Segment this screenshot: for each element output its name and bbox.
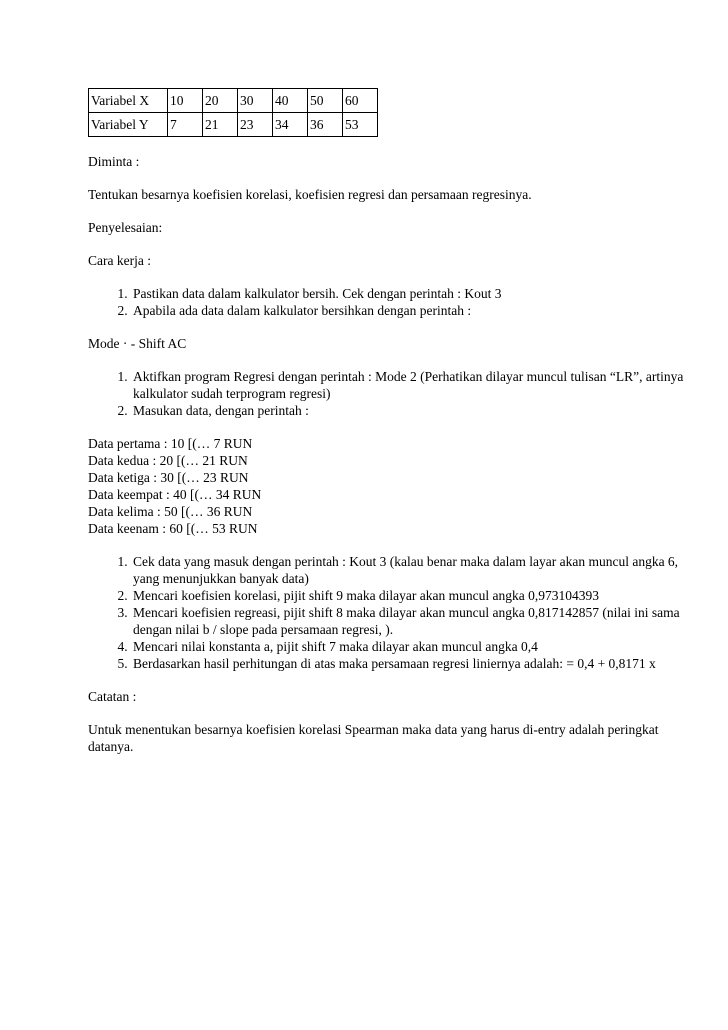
table-cell: 7 (168, 113, 203, 137)
note-text: Untuk menentukan besarnya koefisien korelasi Spearman maka data yang harus di-entry adalah peringkat datanya. (88, 722, 659, 754)
task-text: Tentukan besarnya koefisien korelasi, koefisien regresi dan persamaan regresinya. (88, 187, 532, 202)
diminta-label: Diminta : (88, 154, 140, 169)
data-line: Data ketiga : 30 [(… 23 RUN (88, 470, 249, 485)
data-line: Data kedua : 20 [(… 21 RUN (88, 453, 248, 468)
data-line: Data kelima : 50 [(… 36 RUN (88, 504, 253, 519)
data-line: Data keenam : 60 [(… 53 RUN (88, 521, 258, 536)
table-row-x (89, 89, 378, 113)
list-item: 4. Mencari nilai konstanta a, pijit shift 7 maka dilayar akan muncul angka 0,4 (131, 638, 688, 655)
list-item: 3. Mencari koefisien regreasi, pijit shift 8 maka dilayar akan muncul angka 0,817142857 (nilai ini sama dengan nilai b / slope pada persamaan regresi, ). (131, 604, 688, 638)
table-cell: 20 (203, 89, 238, 113)
table-row-y (89, 113, 378, 137)
table-cell: 34 (273, 113, 308, 137)
list-item: 2. Mencari koefisien korelasi, pijit shift 9 maka dilayar akan muncul angka 0,973104393 (131, 587, 688, 604)
document-page (88, 88, 688, 755)
list-item: 2. Masukan data, dengan perintah : (131, 402, 688, 419)
list-item: 1. Aktifkan program Regresi dengan perintah : Mode 2 (Perhatikan dilayar muncul tulisan “LR”, artinya kalkulator sudah terprogram regresi) (131, 368, 688, 402)
data-line: Data pertama : 10 [(… 7 RUN (88, 436, 253, 451)
steps-list-1 (88, 285, 688, 319)
cara-kerja-label: Cara kerja : (88, 253, 151, 268)
table-cell: 53 (343, 113, 378, 137)
data-entry-lines (88, 435, 688, 537)
table-cell: 30 (238, 89, 273, 113)
list-item: 1. Cek data yang masuk dengan perintah : Kout 3 (kalau benar maka dalam layar akan muncul angka 6, yang menunjukkan banyak data) (131, 553, 688, 587)
data-line: Data keempat : 40 [(… 34 RUN (88, 487, 262, 502)
data-table (88, 88, 378, 137)
row-label: Variabel Y (89, 113, 168, 137)
list-item: 5. Berdasarkan hasil perhitungan di atas maka persamaan regresi liniernya adalah: = 0,4 + 0,8171 x (131, 655, 688, 672)
table-cell: 50 (308, 89, 343, 113)
table-cell: 40 (273, 89, 308, 113)
steps-list-2 (88, 368, 688, 419)
list-item: 1. Pastikan data dalam kalkulator bersih. Cek dengan perintah : Kout 3 (131, 285, 688, 302)
row-label: Variabel X (89, 89, 168, 113)
table-cell: 10 (168, 89, 203, 113)
table-cell: 23 (238, 113, 273, 137)
table-cell: 36 (308, 113, 343, 137)
mode-line: Mode · - Shift AC (88, 336, 187, 351)
catatan-label: Catatan : (88, 689, 137, 704)
table-cell: 60 (343, 89, 378, 113)
penyelesaian-label: Penyelesaian: (88, 220, 163, 235)
steps-list-3 (88, 553, 688, 672)
list-item: 2. Apabila ada data dalam kalkulator bersihkan dengan perintah : (131, 302, 688, 319)
table-cell: 21 (203, 113, 238, 137)
